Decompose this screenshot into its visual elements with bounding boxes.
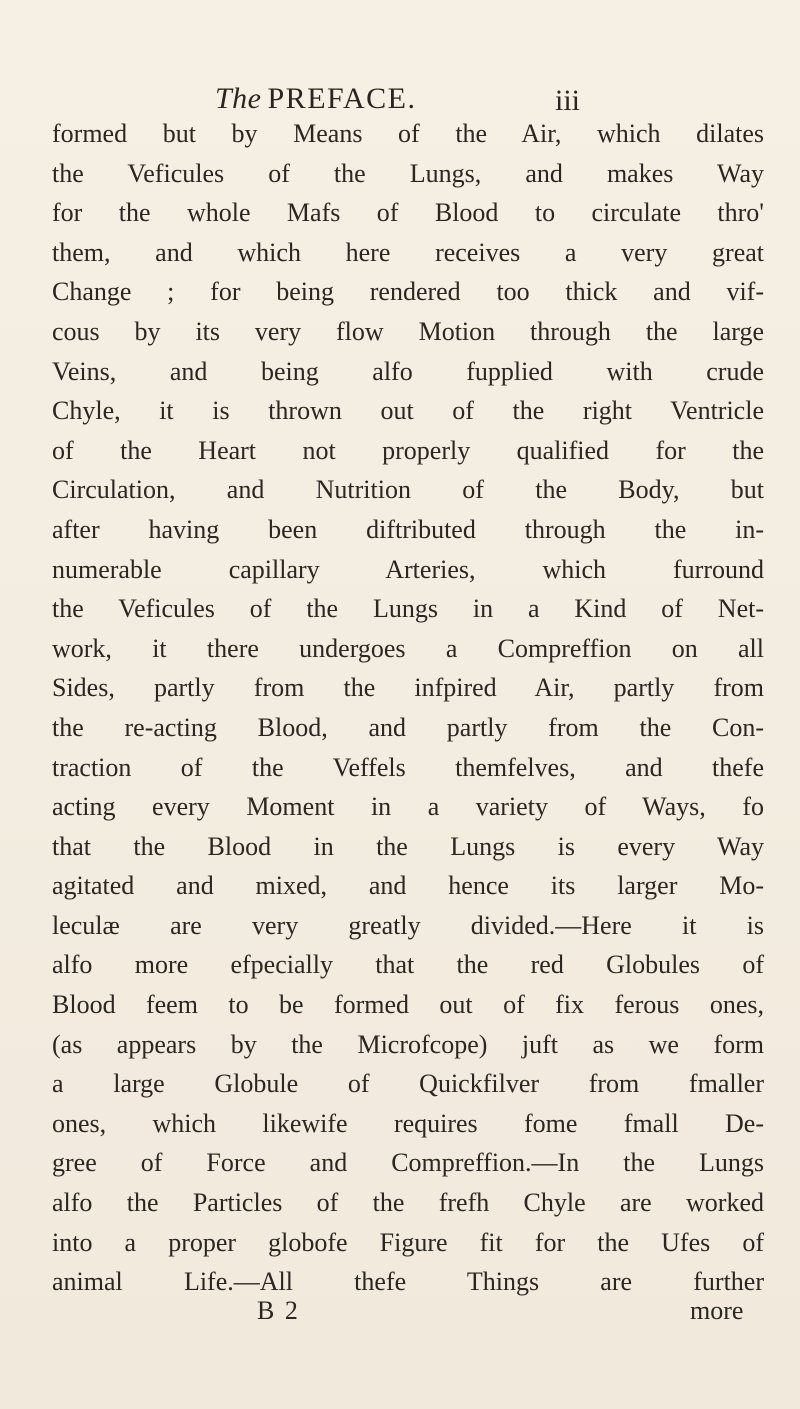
- text-line: numerable capillary Arteries, which furround: [52, 554, 764, 584]
- text-line: Veins, and being alfo fupplied with crude: [52, 356, 764, 386]
- text-line: the Veficules of the Lungs in a Kind of Net-: [52, 594, 764, 624]
- page-number: iii: [555, 84, 581, 117]
- text-line: a large Globule of Quickfilver from fmaller: [52, 1069, 764, 1099]
- page-footer: [0, 1296, 800, 1336]
- text-line: cous by its very flow Motion through the large: [52, 316, 764, 346]
- text-line: them, and which here receives a very great: [52, 237, 764, 267]
- text-line: Circulation, and Nutrition of the Body, but: [52, 475, 764, 505]
- text-line: (as appears by the Microfcope) juft as we form: [52, 1029, 764, 1059]
- text-line: agitated and mixed, and hence its larger Mo-: [52, 871, 764, 901]
- text-line: the re-acting Blood, and partly from the Con-: [52, 712, 764, 742]
- text-line: Blood feem to be formed out of fix ferous ones,: [52, 990, 764, 1020]
- text-line: gree of Force and Compreffion.—In the Lungs: [52, 1148, 764, 1178]
- running-head-title: PREFACE.: [267, 82, 417, 115]
- text-line: alfo more efpecially that the red Globules of: [52, 950, 764, 980]
- text-line: Sides, partly from the infpired Air, partly from: [52, 673, 764, 703]
- text-line: after having been diftributed through the in-: [52, 514, 764, 544]
- text-line: ones, which likewife requires fome fmall De-: [52, 1108, 764, 1138]
- text-line: formed but by Means of the Air, which dilates: [52, 119, 764, 148]
- text-line: leculæ are very greatly divided.—Here it is: [52, 910, 764, 940]
- catchword: more: [690, 1296, 744, 1325]
- text-line: traction of the Veffels themfelves, and thefe: [52, 752, 764, 782]
- text-line: animal Life.—All thefe Things are further: [52, 1267, 764, 1297]
- text-line: the Veficules of the Lungs, and makes Way: [52, 158, 764, 188]
- text-line: alfo the Particles of the frefh Chyle are worked: [52, 1188, 764, 1218]
- text-line: acting every Moment in a variety of Ways, fo: [52, 792, 764, 822]
- text-line: work, it there undergoes a Compreffion on all: [52, 633, 764, 663]
- text-line: that the Blood in the Lungs is every Way: [52, 831, 764, 861]
- signature-mark: B 2: [257, 1296, 300, 1325]
- running-head-the: The: [215, 82, 262, 115]
- text-line: for the whole Mafs of Blood to circulate thro': [52, 198, 764, 228]
- text-line: Chyle, it is thrown out of the right Ventricle: [52, 396, 764, 426]
- text-line: of the Heart not properly qualified for the: [52, 435, 764, 465]
- text-line: into a proper globofe Figure fit for the Ufes of: [52, 1227, 764, 1257]
- text-line: Change ; for being rendered too thick and vif-: [52, 277, 764, 307]
- body-text: [52, 114, 764, 1302]
